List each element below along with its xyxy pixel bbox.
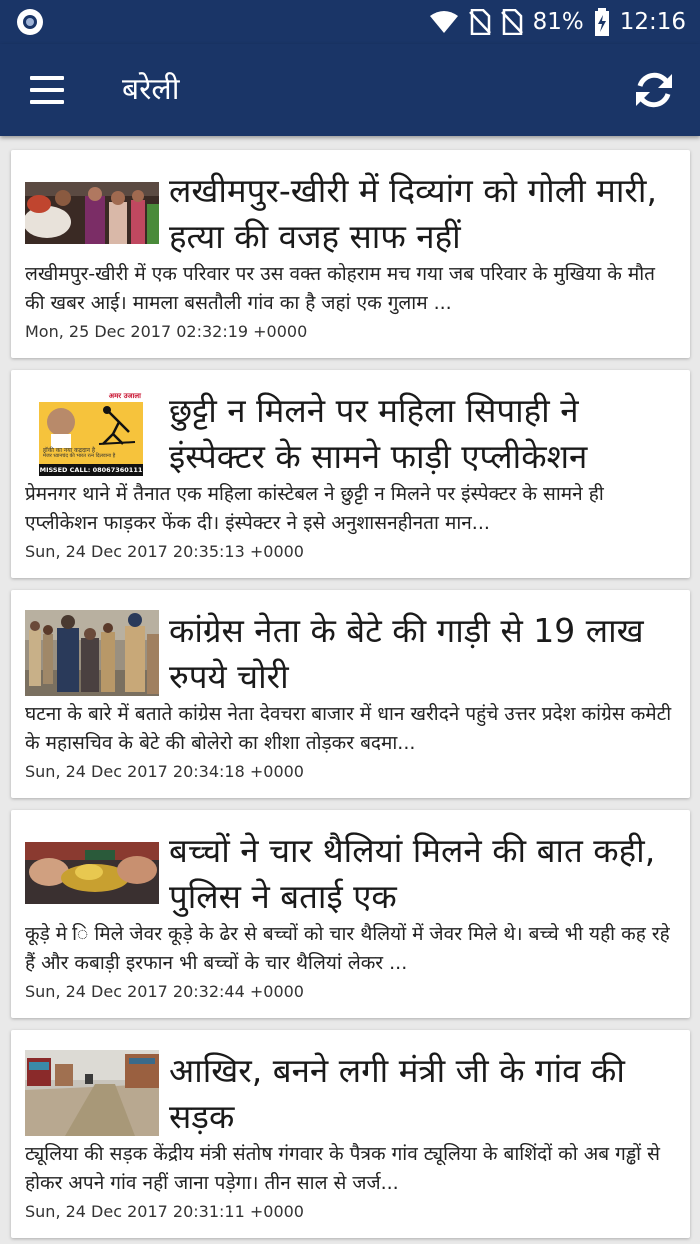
news-card[interactable] bbox=[11, 370, 690, 578]
news-thumbnail bbox=[25, 842, 159, 904]
thumb-call-banner: MISSED CALL: 08067360111 bbox=[39, 466, 143, 474]
battery-charging-icon bbox=[594, 8, 610, 36]
app-notification-icon bbox=[17, 9, 43, 35]
news-headline: कांग्रेस नेता के बेटे की गाड़ी से 19 लाख रुपये चोरी bbox=[169, 611, 644, 696]
news-headline: लखीमपुर-खीरी में दिव्यांग को गोली मारी, हत्या की वजह साफ नहीं bbox=[169, 171, 657, 256]
battery-percent: 81% bbox=[532, 9, 584, 35]
news-summary: लखीमपुर-खीरी में एक परिवार पर उस वक्त कोहराम मच गया जब परिवार के मुखिया के मौत की खबर आई। मामला बसतौली गांव का है जहां एक गुलाम ... bbox=[25, 263, 655, 314]
app-bar bbox=[0, 44, 700, 136]
news-date: Sun, 24 Dec 2017 20:34:18 +0000 bbox=[25, 762, 304, 781]
news-summary: प्रेमनगर थाने में तैनात एक महिला कांस्टेबल ने छुट्टी न मिलने पर इंस्पेक्टर के सामने ही एप्लीकेशन फाड़कर फेंक दी। इंस्पेक्टर ने इसे अनुशासनहीनता मान... bbox=[25, 483, 604, 534]
news-date: Sun, 24 Dec 2017 20:31:11 +0000 bbox=[25, 1202, 304, 1221]
news-card[interactable] bbox=[11, 590, 690, 798]
news-date: Sun, 24 Dec 2017 20:32:44 +0000 bbox=[25, 982, 304, 1001]
news-card[interactable] bbox=[11, 810, 690, 1018]
news-thumbnail bbox=[25, 1050, 159, 1136]
news-thumbnail bbox=[25, 182, 159, 244]
wifi-icon bbox=[429, 10, 459, 34]
status-bar bbox=[0, 0, 700, 44]
news-thumbnail bbox=[39, 390, 143, 476]
news-summary: ट्यूलिया की सड़क केंद्रीय मंत्री संतोष गंगवार के पैत्रक गांव ट्यूलिया के बाशिंदों को अब गड्ढों से होकर अपने गांव नहीं जाना पड़ेगा। तीन साल से जर्ज... bbox=[25, 1143, 660, 1194]
news-card[interactable] bbox=[11, 1030, 690, 1238]
status-icons bbox=[429, 6, 686, 38]
news-date: Sun, 24 Dec 2017 20:35:13 +0000 bbox=[25, 542, 304, 561]
thumb-badge: अमर उजाला bbox=[108, 392, 141, 400]
thumb-caption: हॉकी का नया कद्रदान है bbox=[43, 447, 96, 454]
news-headline: आखिर, बनने लगी मंत्री जी के गांव की सड़क bbox=[169, 1051, 625, 1136]
player-illustration-icon bbox=[43, 404, 139, 448]
news-headline: बच्चों ने चार थैलियां मिलने की बात कही, पुलिस ने बताई एक bbox=[169, 831, 656, 916]
page-title: बरेली bbox=[122, 72, 180, 107]
clock: 12:16 bbox=[619, 9, 686, 35]
news-summary: घटना के बारे में बताते कांग्रेस नेता देवचरा बाजार में धान खरीदने पहुंचे उत्तर प्रदेश कांग्रेस कमेटी के महासचिव के बेटे की बोलेरो का शीशा तोड़कर बदमा... bbox=[25, 703, 672, 754]
news-date: Mon, 25 Dec 2017 02:32:19 +0000 bbox=[25, 322, 308, 341]
news-summary: कूड़े मे ि मिले जेवर कूड़े के ढेर से बच्चों को चार थैलियों में जेवर मिले थे। बच्चे भी यही कह रहे हैं और कबाड़ी इरफान भी बच्चों के चार थैलियां लेकर ... bbox=[25, 923, 670, 974]
thumb-caption: मेजर ध्यानचंद की भारत रत्न दिलवाना है bbox=[43, 453, 116, 459]
no-sim-icon bbox=[501, 9, 523, 35]
refresh-icon[interactable] bbox=[630, 66, 678, 114]
news-headline: छुट्टी न मिलने पर महिला सिपाही ने इंस्पेक्टर के सामने फाड़ी एप्लीकेशन bbox=[169, 391, 588, 476]
news-card[interactable] bbox=[11, 150, 690, 358]
hamburger-menu-icon[interactable] bbox=[24, 72, 70, 108]
news-thumbnail bbox=[25, 610, 159, 696]
no-sim-icon bbox=[469, 9, 491, 35]
